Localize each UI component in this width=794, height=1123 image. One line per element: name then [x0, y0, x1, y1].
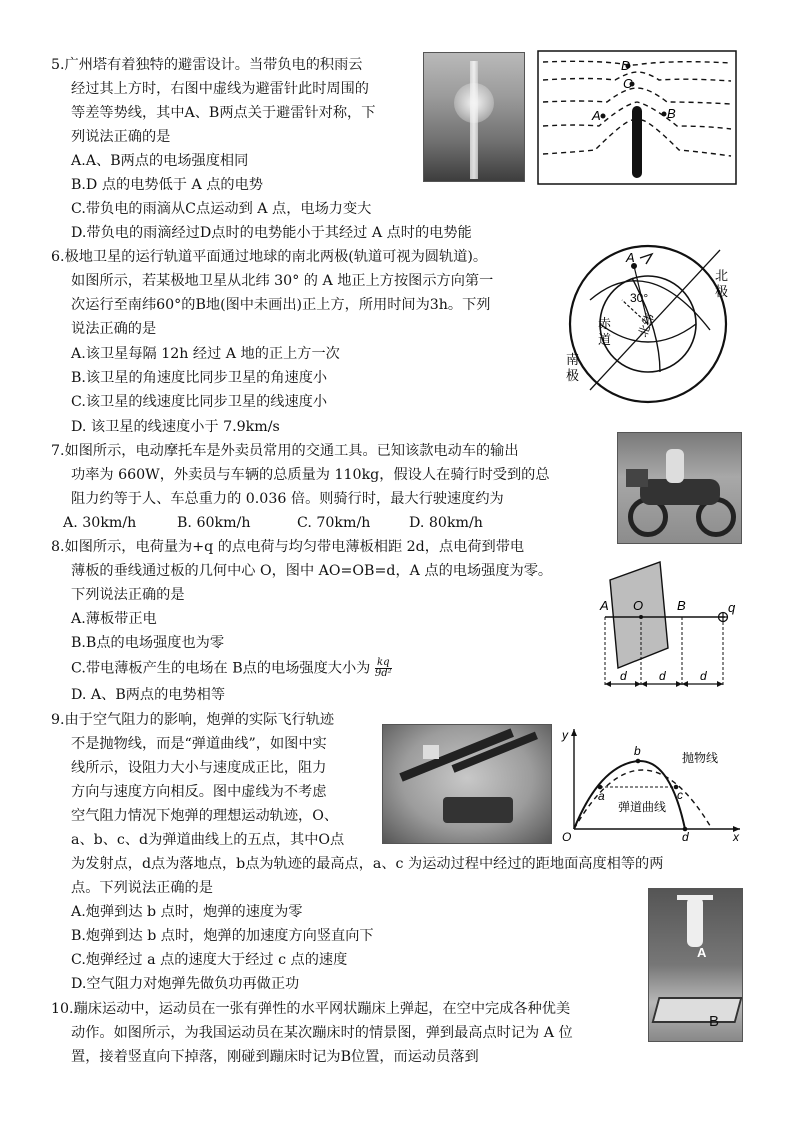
- distance-d-label-2: d: [659, 669, 666, 683]
- north-pole-label-2: 极: [715, 284, 729, 299]
- q9-option-b: B.炮弹到达 b 点时，炮弹的加速度方向竖直向下: [71, 928, 374, 944]
- q6-line-2: 如图所示，若某极地卫星从北纬 30° 的 A 地正上方按图示方向第一: [71, 273, 494, 289]
- q7-line-1: 7.如图所示，电动摩托车是外卖员常用的交通工具。已知该款电动车的输出: [51, 443, 519, 459]
- q9-line-3: 线所示，设阻力大小与速度成正比，阻力: [71, 760, 327, 776]
- q6-option-b: B.该卫星的角速度比同步卫星的角速度小: [71, 370, 328, 386]
- point-a-label: A: [626, 250, 635, 265]
- q6-line-1: 6.极地卫星的运行轨道平面通过地球的南北两极(轨道可视为圆轨道)。: [51, 249, 488, 265]
- charged-plate-diagram: [590, 560, 740, 695]
- q6-line-3: 次运行至南纬60°的B地(图中未画出)正上方，所用时间为3h。下列: [71, 297, 491, 313]
- artillery-photo: [382, 724, 552, 844]
- position-a-label: A: [697, 945, 707, 960]
- polar-orbit-diagram: [560, 240, 750, 410]
- point-a-label: a: [598, 789, 605, 803]
- q7-line-2: 功率为 660W，外卖员与车辆的总质量为 110kg，假设人在骑行时受到的总: [71, 467, 550, 483]
- equator-label-1: 赤: [598, 316, 612, 331]
- q8-option-c: [71, 658, 392, 679]
- ballistic-curve-label: 弹道曲线: [618, 800, 667, 814]
- q7-option-d: D. 80km/h: [409, 515, 483, 531]
- q5-line-1: 5.广州塔有着独特的避雷设计。当带负电的积雨云: [51, 57, 363, 73]
- q6-option-c: C.该卫星的线速度比同步卫星的线速度小: [71, 394, 328, 410]
- trampoline-photo: [648, 888, 743, 1042]
- axis-y-label: y: [562, 728, 568, 742]
- point-d-label: D: [621, 58, 631, 73]
- point-c-label: C: [623, 76, 633, 91]
- fraction-numerator: kq: [375, 658, 392, 669]
- point-a-label: A: [592, 108, 601, 123]
- ballistic-curve-diagram: [560, 725, 745, 843]
- q7-option-a: A. 30km/h: [63, 515, 137, 531]
- q9-option-a: A.炮弹到达 b 点时，炮弹的速度为零: [71, 904, 303, 920]
- q5-option-a: A.A、B两点的电场强度相同: [71, 153, 249, 169]
- q5-option-b: B.D 点的电势低于 A 点的电势: [71, 177, 263, 193]
- q9-line-5: 空气阻力情况下炮弹的理想运动轨迹，O、: [71, 808, 339, 824]
- q10-line-3: 置，接着竖直向下掉落，刚碰到蹦床时记为B位置，而运动员落到: [71, 1049, 479, 1065]
- point-b-label: b: [634, 744, 641, 758]
- q9-option-c: C.炮弹经过 a 点的速度大于经过 c 点的速度: [71, 952, 348, 968]
- electric-scooter-photo: [617, 432, 742, 544]
- q8-option-a: A.薄板带正电: [71, 611, 157, 627]
- south-pole-label-1: 南: [566, 352, 580, 367]
- q8-line-1: 8.如图所示，电荷量为+q 的点电荷与均匀带电薄板相距 2d，点电荷到带电: [51, 539, 525, 555]
- lightning-rod-diagram: [537, 50, 737, 185]
- q6-option-a: A.该卫星每隔 12h 经过 A 地的正上方一次: [71, 346, 340, 362]
- q7-line-3: 阻力约等于人、车总重力的 0.036 倍。则骑行时，最大行驶速度约为: [71, 491, 504, 507]
- north-latitude-label: 北纬: [635, 311, 658, 340]
- axis-x-label: x: [733, 830, 739, 843]
- q10-line-1: 10.蹦床运动中，运动员在一张有弹性的水平网状蹦床上弹起，在空中完成各种优美: [51, 1001, 571, 1017]
- point-a-label: A: [600, 598, 609, 613]
- point-b-label: B: [677, 598, 686, 613]
- south-pole-label-2: 极: [566, 368, 580, 383]
- q5-line-2: 经过其上方时，右图中虚线为避雷针此时周围的: [71, 81, 369, 97]
- q5-line-4: 列说法正确的是: [71, 129, 171, 145]
- q7-option-b: B. 60km/h: [177, 515, 251, 531]
- parabola-label: 抛物线: [682, 751, 719, 765]
- q6-option-d: D. 该卫星的线速度小于 7.9km/s: [71, 419, 280, 435]
- distance-d-label-3: d: [700, 669, 707, 683]
- q5-option-c: C.带负电的雨滴从C点运动到 A 点，电场力变大: [71, 201, 372, 217]
- q10-line-2: 动作。如图所示，为我国运动员在某次蹦床时的情景图，弹到最高点时记为 A 位: [71, 1025, 573, 1041]
- fraction-denominator: 9d²: [374, 668, 392, 679]
- q6-line-4: 说法正确的是: [71, 321, 157, 337]
- q5-option-d: D.带负电的雨滴经过D点时的电势能小于其经过 A 点时的电势能: [71, 225, 472, 241]
- q5-line-3: 等差等势线，其中A、B两点关于避雷针对称，下: [71, 105, 376, 121]
- charge-q-label: q: [728, 600, 736, 615]
- north-pole-label-1: 北: [715, 268, 729, 283]
- q9-line-1: 9.由于空气阻力的影响，炮弹的实际飞行轨迹: [51, 712, 335, 728]
- q9-option-d: D.空气阻力对炮弹先做负功再做正功: [71, 976, 300, 992]
- canton-tower-photo: [423, 52, 525, 182]
- origin-o-label: O: [562, 830, 572, 843]
- q7-option-c: C. 70km/h: [297, 515, 371, 531]
- q8-line-3: 下列说法正确的是: [71, 587, 185, 603]
- field-strength-fraction: [375, 658, 392, 679]
- q9-line-4: 方向与速度方向相反。图中虚线为不考虑: [71, 784, 327, 800]
- point-c-label: c: [677, 788, 683, 802]
- equator-label-2: 道: [598, 332, 612, 347]
- q9-line-6: a、b、c、d为弹道曲线上的五点，其中O点: [71, 832, 345, 848]
- q9-line-7: 为发射点，d点为落地点，b点为轨迹的最高点，a、c 为运动过程中经过的距地面高度相等的两: [71, 856, 664, 872]
- q9-line-8: 点。下列说法正确的是: [71, 880, 213, 896]
- q8-option-b: B.B点的电场强度也为零: [71, 635, 225, 651]
- point-o-label: O: [633, 598, 644, 613]
- q8-option-d: D. A、B两点的电势相等: [71, 687, 226, 703]
- q9-line-2: 不是抛物线，而是“弹道曲线”，如图中实: [71, 736, 327, 752]
- angle-label: 30°: [630, 291, 649, 305]
- q8-option-c-text: C.带电薄板产生的电场在 B点的电场强度大小为: [71, 660, 371, 677]
- distance-d-label-1: d: [620, 669, 627, 683]
- point-d-label: d: [682, 830, 689, 843]
- point-b-label: B: [667, 106, 676, 121]
- q8-line-2: 薄板的垂线通过板的几何中心 O，图中 AO=OB=d，A 点的电场强度为零。: [71, 563, 553, 579]
- position-b-label: B: [709, 1013, 720, 1030]
